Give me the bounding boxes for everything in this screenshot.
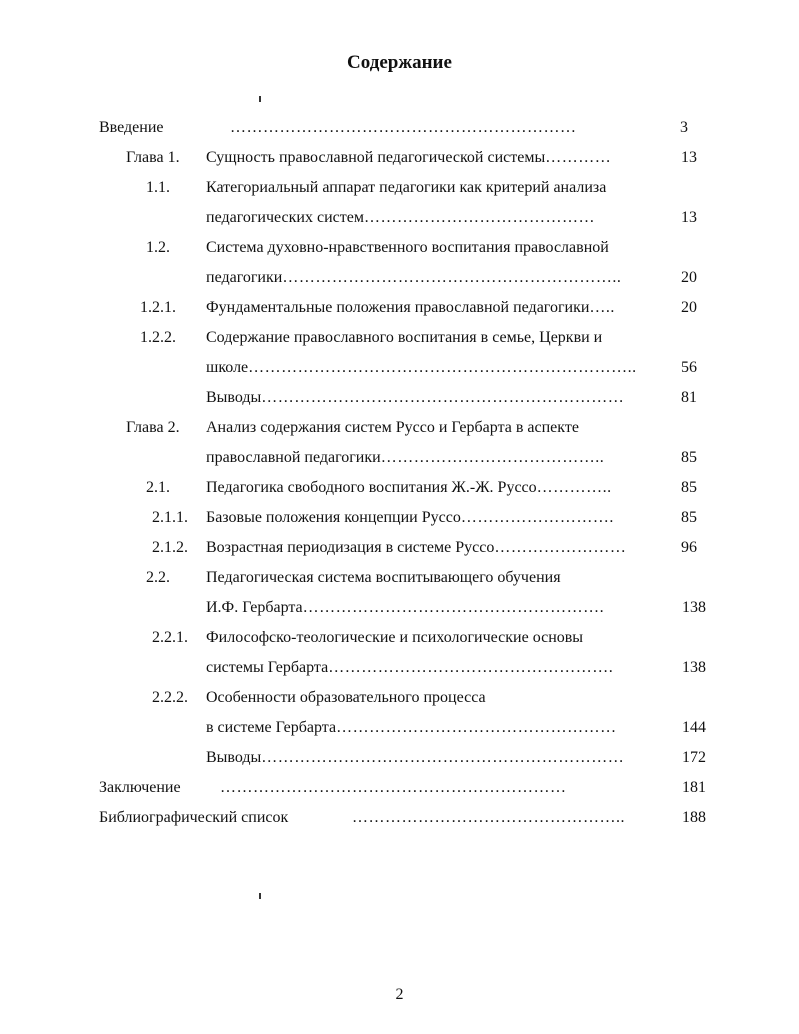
toc-text: педагогических систем bbox=[206, 209, 364, 226]
toc-text: педагогики bbox=[206, 269, 283, 286]
toc-leader: ………… bbox=[545, 149, 612, 166]
toc-number: 2.2. bbox=[146, 569, 170, 586]
toc-text: Система духовно-нравственного воспитания православной bbox=[206, 239, 609, 256]
toc-text: Содержание православного воспитания в семье, Церкви и bbox=[206, 329, 603, 346]
toc-page: 13 bbox=[681, 149, 697, 166]
toc-leader: ………………………. bbox=[460, 509, 614, 526]
toc-page: 85 bbox=[681, 509, 697, 526]
toc-number: 2.2.1. bbox=[152, 629, 188, 646]
toc-page: 56 bbox=[681, 359, 697, 376]
toc-number: Глава 2. bbox=[126, 419, 180, 436]
toc-text: Педагогика свободного воспитания Ж.-Ж. Руссо bbox=[206, 479, 537, 496]
toc-text: И.Ф. Гербарта bbox=[206, 599, 303, 616]
toc-text: школе bbox=[206, 359, 249, 376]
toc-entry bbox=[206, 208, 646, 228]
toc-page: 188 bbox=[682, 809, 706, 826]
toc-text: православной педагогики bbox=[206, 449, 381, 466]
toc-leader: ………….. bbox=[536, 479, 612, 496]
toc-text: Философско-теологические и психологические основы bbox=[206, 629, 584, 646]
toc-entry bbox=[206, 568, 676, 588]
toc-text: Анализ содержания систем Руссо и Гербарта в аспекте bbox=[206, 419, 579, 436]
toc-page: 3 bbox=[680, 119, 688, 136]
toc-leader: ………………………………….. bbox=[380, 449, 605, 466]
toc-number: 2.1. bbox=[146, 479, 170, 496]
toc-text: Базовые положения концепции Руссо bbox=[206, 509, 461, 526]
toc-entry bbox=[206, 718, 656, 738]
toc-entry bbox=[206, 238, 676, 258]
toc-page: 20 bbox=[681, 269, 697, 286]
page-title: Содержание bbox=[347, 52, 452, 73]
toc-text: Особенности образовательного процесса bbox=[206, 689, 486, 706]
toc-entry bbox=[206, 538, 650, 558]
toc-page: 20 bbox=[681, 299, 697, 316]
toc-page: 96 bbox=[681, 539, 697, 556]
toc-entry bbox=[206, 268, 656, 288]
toc-text: Категориальный аппарат педагогики как критерий анализа bbox=[206, 179, 607, 196]
toc-number: 2.2.2. bbox=[152, 689, 188, 706]
toc-leader: ………………………………………………………… bbox=[261, 749, 625, 766]
toc-leader: …………………… bbox=[494, 539, 627, 556]
scan-speck bbox=[259, 893, 261, 899]
toc-number: 1.2.2. bbox=[140, 329, 176, 346]
toc-entry bbox=[206, 508, 656, 528]
toc-text: в системе Гербарта bbox=[206, 719, 337, 736]
toc-number: 2.1.2. bbox=[152, 539, 188, 556]
toc-page: 13 bbox=[681, 209, 697, 226]
toc-number: 2.1.1. bbox=[152, 509, 188, 526]
toc-page: 138 bbox=[682, 599, 706, 616]
toc-page: 85 bbox=[681, 479, 697, 496]
toc-entry bbox=[206, 748, 656, 768]
toc-leader: …………………………………………………….. bbox=[282, 269, 622, 286]
toc-page: 172 bbox=[682, 749, 706, 766]
toc-leader: ………………………………………………………… bbox=[261, 389, 625, 406]
toc-text: Выводы bbox=[206, 389, 262, 406]
toc-entry bbox=[206, 148, 658, 168]
toc-number: 1.2.1. bbox=[140, 299, 176, 316]
toc-leader: …………………………………………… bbox=[336, 719, 617, 736]
toc-entry bbox=[206, 478, 656, 498]
toc-page: 81 bbox=[681, 389, 697, 406]
toc-text: системы Гербарта bbox=[206, 659, 329, 676]
toc-entry bbox=[206, 418, 676, 438]
toc-entry bbox=[206, 658, 658, 678]
toc-label: Заключение bbox=[99, 779, 181, 796]
toc-leader: …………………………………………………………….. bbox=[248, 359, 637, 376]
toc-entry bbox=[206, 178, 676, 198]
scan-speck bbox=[259, 96, 261, 102]
toc-leader: ……………………………………………. bbox=[328, 659, 614, 676]
toc-text: Педагогическая система воспитывающего обучения bbox=[206, 569, 561, 586]
toc-leader: …………………………………… bbox=[363, 209, 595, 226]
toc-entry bbox=[206, 628, 676, 648]
toc-page: 138 bbox=[682, 659, 706, 676]
toc-number: Глава 1. bbox=[126, 149, 180, 166]
toc-leader: ….. bbox=[589, 299, 615, 316]
toc-entry bbox=[206, 448, 656, 468]
toc-leader: ………………………………………….. bbox=[352, 809, 625, 826]
toc-leader: ……………………………………………………… bbox=[220, 779, 567, 796]
toc-text: Сущность православной педагогической системы bbox=[206, 149, 546, 166]
toc-label: Библиографический список bbox=[99, 809, 289, 826]
page-number: 2 bbox=[395, 986, 404, 1003]
toc-leader: ………………………………………………. bbox=[302, 599, 605, 616]
toc-entry bbox=[206, 388, 656, 408]
toc-page: 181 bbox=[682, 779, 706, 796]
toc-page: 144 bbox=[682, 719, 706, 736]
toc-text: Фундаментальные положения православной педагогики bbox=[206, 299, 590, 316]
toc-entry bbox=[206, 298, 658, 318]
toc-entry bbox=[206, 328, 676, 348]
toc-entry bbox=[206, 598, 656, 618]
toc-text: Возрастная периодизация в системе Руссо bbox=[206, 539, 495, 556]
toc-entry bbox=[206, 358, 656, 378]
toc-number: 1.1. bbox=[146, 179, 170, 196]
toc-number: 1.2. bbox=[146, 239, 170, 256]
toc-label: Введение bbox=[99, 119, 164, 136]
toc-leader: ……………………………………………………… bbox=[230, 119, 577, 136]
toc-entry bbox=[206, 688, 676, 708]
toc-page: 85 bbox=[681, 449, 697, 466]
toc-text: Выводы bbox=[206, 749, 262, 766]
